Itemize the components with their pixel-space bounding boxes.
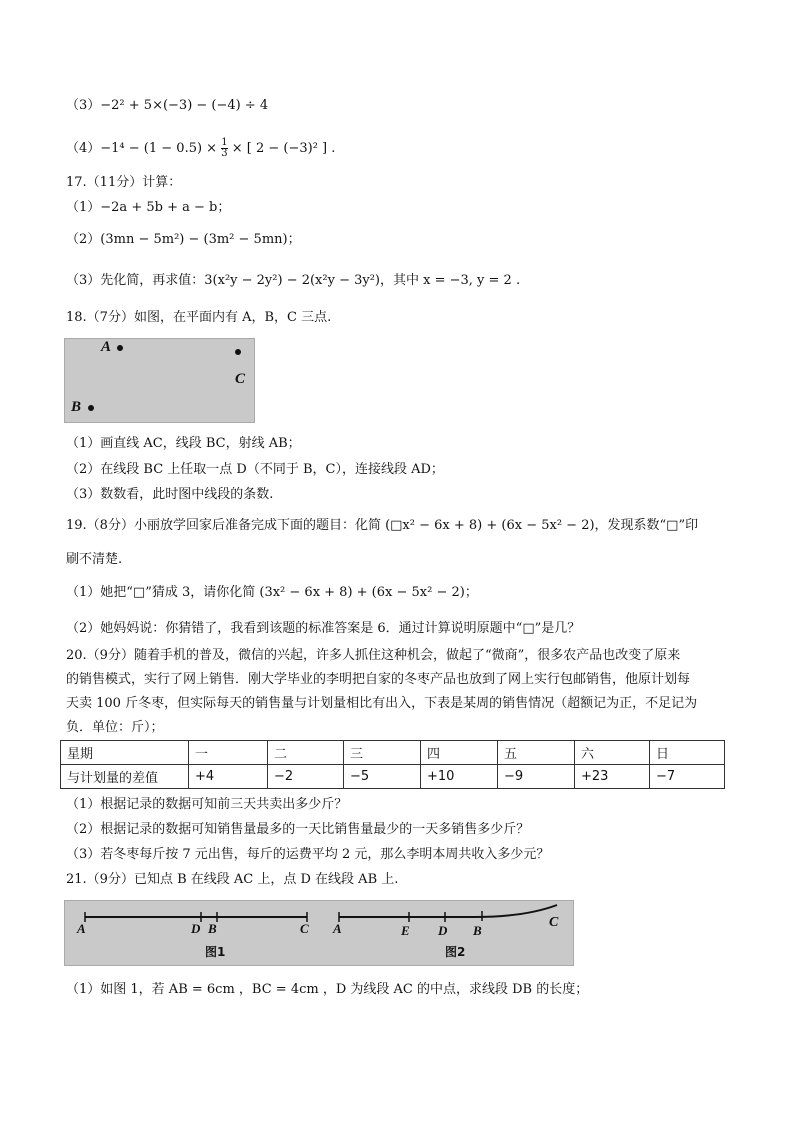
table-cell: 与计划量的差值: [61, 765, 189, 789]
table-cell: +10: [421, 765, 498, 789]
f2-point-b: B: [473, 923, 482, 938]
point-c-dot: [235, 349, 241, 355]
f2-caption: 图2: [445, 945, 466, 959]
table-cell: −2: [268, 765, 344, 789]
q16-4-pre: （4）−1⁴ − (1 − 0.5) ×: [66, 141, 222, 156]
f1-point-b: B: [208, 921, 217, 936]
q18-title: 18.（7分）如图，在平面内有 A，B，C 三点.: [66, 310, 332, 325]
q17-1: （1）−2a + 5b + a − b；: [66, 200, 231, 215]
q20-line2: 的销售模式，实行了网上销售．刚大学毕业的李明把自家的冬枣产品也放到了网上实行包邮销售，他原计划每: [66, 672, 691, 687]
q18-1: （1）画直线 AC，线段 BC，射线 AB；: [66, 436, 301, 451]
table-cell: 二: [268, 741, 344, 765]
q16-4-fraction: [221, 138, 227, 159]
f1-point-a: A: [77, 921, 86, 936]
point-b-dot: [88, 405, 94, 411]
f1-point-c: C: [300, 921, 309, 936]
f1-point-d: D: [191, 921, 201, 936]
q18-2: （2）在线段 BC 上任取一点 D（不同于 B，C），连接线段 AD；: [66, 462, 444, 477]
f1-caption: 图1: [205, 945, 226, 959]
f2-point-d: D: [438, 923, 448, 938]
f2-point-c: C: [549, 915, 559, 930]
q19-1: （1）她把“□”猜成 3，请你化简 (3x² − 6x + 8) + (6x − 5x² − 2)；: [66, 585, 478, 600]
q20-3: （3）若冬枣每斤按 7 元出售，每斤的运费平均 2 元，那么李明本周共收入多少元？: [66, 847, 550, 862]
q21-figure-lines: [65, 901, 573, 965]
q19-2: （2）她妈妈说：你猜错了，我看到该题的标准答案是 6．通过计算说明原题中“□”是几？: [66, 621, 581, 636]
table-cell: −5: [344, 765, 421, 789]
q20-line1: 20.（9分）随着手机的普及，微信的兴起，许多人抓住这种机会，做起了“微商”，很多农产品也改变了原来: [66, 648, 681, 663]
point-a-label: A: [101, 339, 112, 355]
q18-3: （3）数数看，此时图中线段的条数.: [66, 487, 274, 502]
table-cell: 五: [498, 741, 575, 765]
point-b-label: B: [71, 399, 82, 415]
q20-1: （1）根据记录的数据可知前三天共卖出多少斤？: [66, 797, 348, 812]
q17-3: （3）先化简，再求值：3(x²y − 2y²) − 2(x²y − 3y²)，其中 x = −3, y = 2 .: [66, 273, 521, 288]
table-cell: 一: [189, 741, 268, 765]
q20-line3: 天卖 100 斤冬枣，但实际每天的销售量与计划量相比有出入，下表是某周的销售情况（超额记为正，不足记为: [66, 696, 698, 711]
q21-1: （1）如图 1，若 AB = 6cm ，BC = 4cm ，D 为线段 AC 的中点，求线段 DB 的长度；: [66, 982, 589, 997]
q16-4-post: × [ 2 − (−3)² ] .: [231, 141, 336, 156]
q19-title: 19.（8分）小丽放学回家后准备完成下面的题目：化简 (□x² − 6x + 8) + (6x − 5x² − 2)，发现系数“□”印: [66, 518, 699, 533]
table-cell: 六: [575, 741, 650, 765]
q21-figure: [64, 900, 574, 966]
table-cell: 三: [344, 741, 421, 765]
table-cell: 日: [650, 741, 725, 765]
q18-figure: [64, 338, 255, 423]
q19-title-cont: 刷不清楚.: [66, 552, 123, 567]
table-cell: 四: [421, 741, 498, 765]
table-cell: −7: [650, 765, 725, 789]
q17-2: （2）(3mn − 5m²) − (3m² − 5mn)；: [66, 232, 301, 247]
q20-line4: 负．单位：斤）；: [66, 720, 164, 735]
q21-title: 21.（9分）已知点 B 在线段 AC 上，点 D 在线段 AB 上.: [66, 872, 399, 887]
table-cell: +4: [189, 765, 268, 789]
table-header-row: [61, 741, 725, 765]
q16-3: （3）−2² + 5×(−3) − (−4) ÷ 4: [66, 98, 269, 113]
q16-4: [66, 138, 335, 159]
sales-table: [60, 740, 725, 789]
f2-point-a: A: [333, 921, 342, 936]
point-a-dot: [117, 345, 123, 351]
q20-2: （2）根据记录的数据可知销售量最多的一天比销售量最少的一天多销售多少斤？: [66, 822, 530, 837]
table-cell: +23: [575, 765, 650, 789]
q17-title: 17.（11分）计算：: [66, 175, 182, 190]
table-row: [61, 765, 725, 789]
point-c-label: C: [235, 371, 246, 387]
table-cell: 星期: [61, 741, 189, 765]
f2-point-e: E: [401, 923, 410, 938]
table-cell: −9: [498, 765, 575, 789]
q16-4-num: 1: [221, 137, 228, 148]
q16-4-den: 3: [221, 148, 228, 159]
